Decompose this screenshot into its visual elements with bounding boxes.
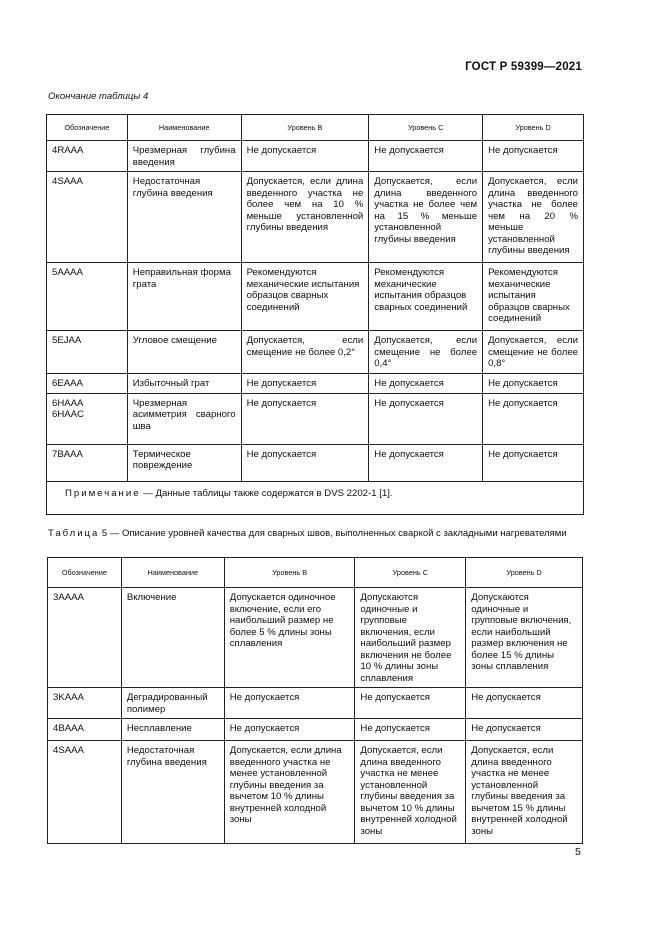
table-row — [48, 588, 583, 688]
cell-name: Чрезмерная глубина введения — [127, 141, 241, 172]
cell-code: 6EAAA — [47, 373, 128, 393]
column-header: Наименование — [127, 115, 241, 141]
cell-level-c: Рекомендуются механические испытания образцов сварных соединений — [369, 263, 483, 331]
cell-code: 4BAAA — [48, 719, 122, 741]
cell-level-d: Рекомендуются механические испытания образцов сварных соединений — [483, 263, 584, 331]
table5-caption-label: Таблица — [48, 528, 100, 539]
cell-code: 5EJAA — [47, 331, 128, 374]
column-header: Уровень С — [369, 115, 483, 141]
cell-level-d: Не допускается — [483, 373, 584, 393]
cell-name: Угловое смещение — [127, 331, 241, 374]
cell-level-b: Не допускается — [241, 393, 369, 444]
cell-level-d: Допускается, если длина введенного участка не более чем на 20 % меньше установленной глубины введения — [483, 172, 584, 263]
cell-level-b: Не допускается — [241, 444, 369, 481]
cell-level-d: Не допускается — [483, 141, 584, 172]
table-row — [48, 719, 583, 741]
table-row — [48, 741, 583, 844]
cell-level-b: Не допускается — [224, 719, 355, 741]
cell-code: 6HAAA 6HAAC — [47, 393, 128, 444]
cell-level-d: Не допускается — [466, 688, 583, 719]
cell-level-b: Не допускается — [224, 688, 355, 719]
table5-header-row — [48, 558, 583, 588]
column-header: Обозначение — [47, 115, 128, 141]
cell-name: Избыточный грат — [127, 373, 241, 393]
table4 — [46, 114, 584, 515]
cell-code: 4SAAA — [48, 741, 122, 844]
cell-name: Термическое повреждение — [127, 444, 241, 481]
cell-level-c: Не допускается — [369, 141, 483, 172]
cell-level-c: Не допускается — [369, 444, 483, 481]
note-label: Примечание — [65, 487, 141, 499]
cell-code: 4RAAA — [47, 141, 128, 172]
column-header: Уровень В — [224, 558, 355, 588]
table5 — [47, 557, 583, 844]
cell-level-c: Допускается, если смещение не более 0,4° — [369, 331, 483, 374]
cell-level-d: Допускается, если смещение не более 0,8° — [483, 331, 584, 374]
cell-code: 4SAAA — [47, 172, 128, 263]
cell-name: Недостаточная глубина введения — [127, 172, 241, 263]
column-header: Обозначение — [48, 558, 122, 588]
cell-name: Включение — [121, 588, 224, 688]
table-row — [47, 172, 584, 263]
cell-level-c: Не допускается — [369, 373, 483, 393]
table4-note — [47, 481, 584, 514]
cell-level-b: Рекомендуются механические испытания образцов сварных соединений — [241, 263, 369, 331]
cell-level-b: Не допускается — [241, 373, 369, 393]
table-row — [47, 393, 584, 444]
cell-name: Деградированный полимер — [121, 688, 224, 719]
column-header: Уровень С — [355, 558, 466, 588]
cell-level-d: Не допускается — [483, 444, 584, 481]
page-number: 5 — [575, 846, 581, 858]
cell-code: 3KAAA — [48, 688, 122, 719]
table-row — [47, 331, 584, 374]
table-row — [48, 688, 583, 719]
table4-note-row — [47, 481, 584, 514]
cell-name: Недостаточная глубина введения — [121, 741, 224, 844]
note-text: — Данные таблицы также содержатся в DVS 2202-1 [1]. — [140, 487, 393, 499]
table-row — [47, 373, 584, 393]
cell-code: 5AAAA — [47, 263, 128, 331]
cell-level-c: Допускается, если длина введенного участка не более чем на 15 % меньше установленной глубины введения — [369, 172, 483, 263]
column-header: Уровень В — [241, 115, 369, 141]
table-row — [47, 263, 584, 331]
table4-caption: Окончание таблицы 4 — [48, 91, 149, 102]
column-header: Уровень D — [483, 115, 584, 141]
cell-level-c: Не допускается — [355, 688, 466, 719]
column-header: Уровень D — [466, 558, 583, 588]
cell-level-d: Не допускается — [483, 393, 584, 444]
table-row — [47, 141, 584, 172]
cell-name: Неправильная форма грата — [127, 263, 241, 331]
cell-level-b: Допускается, если длина введенного участка не менее установленной глубины введения за вычетом 10 % длины внутренней холодной зоны — [224, 741, 355, 844]
cell-code: 3AAAA — [48, 588, 122, 688]
cell-code: 7BAAA — [47, 444, 128, 481]
cell-level-c: Допускается, если длина введенного участка не менее установленной глубины введения за вычетом 10 % длины внутренней холодной зоны — [355, 741, 466, 844]
cell-level-c: Допускаются одиночные и групповые включения, если наибольший размер включения не более 10 % длины зоны сплавления — [355, 588, 466, 688]
cell-name: Чрезмерная асимметрия сварного шва — [127, 393, 241, 444]
cell-level-d: Допускается, если длина введенного участка не менее установленной глубины введения за вычетом 15 % длины внутренней холодной зоны — [466, 741, 583, 844]
cell-level-d: Не допускается — [466, 719, 583, 741]
cell-level-c: Не допускается — [355, 719, 466, 741]
cell-level-b: Допускается одиночное включение, если его наибольший размер не более 5 % длины зоны сплавления — [224, 588, 355, 688]
table5-caption-text: 5 — Описание уровней качества для сварных швов, выполненных сваркой с закладными нагревателями — [99, 528, 567, 539]
cell-level-d: Допускаются одиночные и групповые включения, если наибольший размер включения не более 15 % длины зоны сплавления — [466, 588, 583, 688]
table-row — [47, 444, 584, 481]
cell-name: Несплавление — [121, 719, 224, 741]
cell-level-b: Допускается, если смещение не более 0,2° — [241, 331, 369, 374]
table5-caption — [48, 528, 583, 539]
table4-header-row — [47, 115, 584, 141]
document-code: ГОСТ Р 59399—2021 — [465, 61, 582, 73]
cell-level-b: Допускается, если длина введенного участка не более чем на 10 % меньше установленной глубины введения — [241, 172, 369, 263]
cell-level-c: Не допускается — [369, 393, 483, 444]
cell-level-b: Не допускается — [241, 141, 369, 172]
column-header: Наименование — [121, 558, 224, 588]
